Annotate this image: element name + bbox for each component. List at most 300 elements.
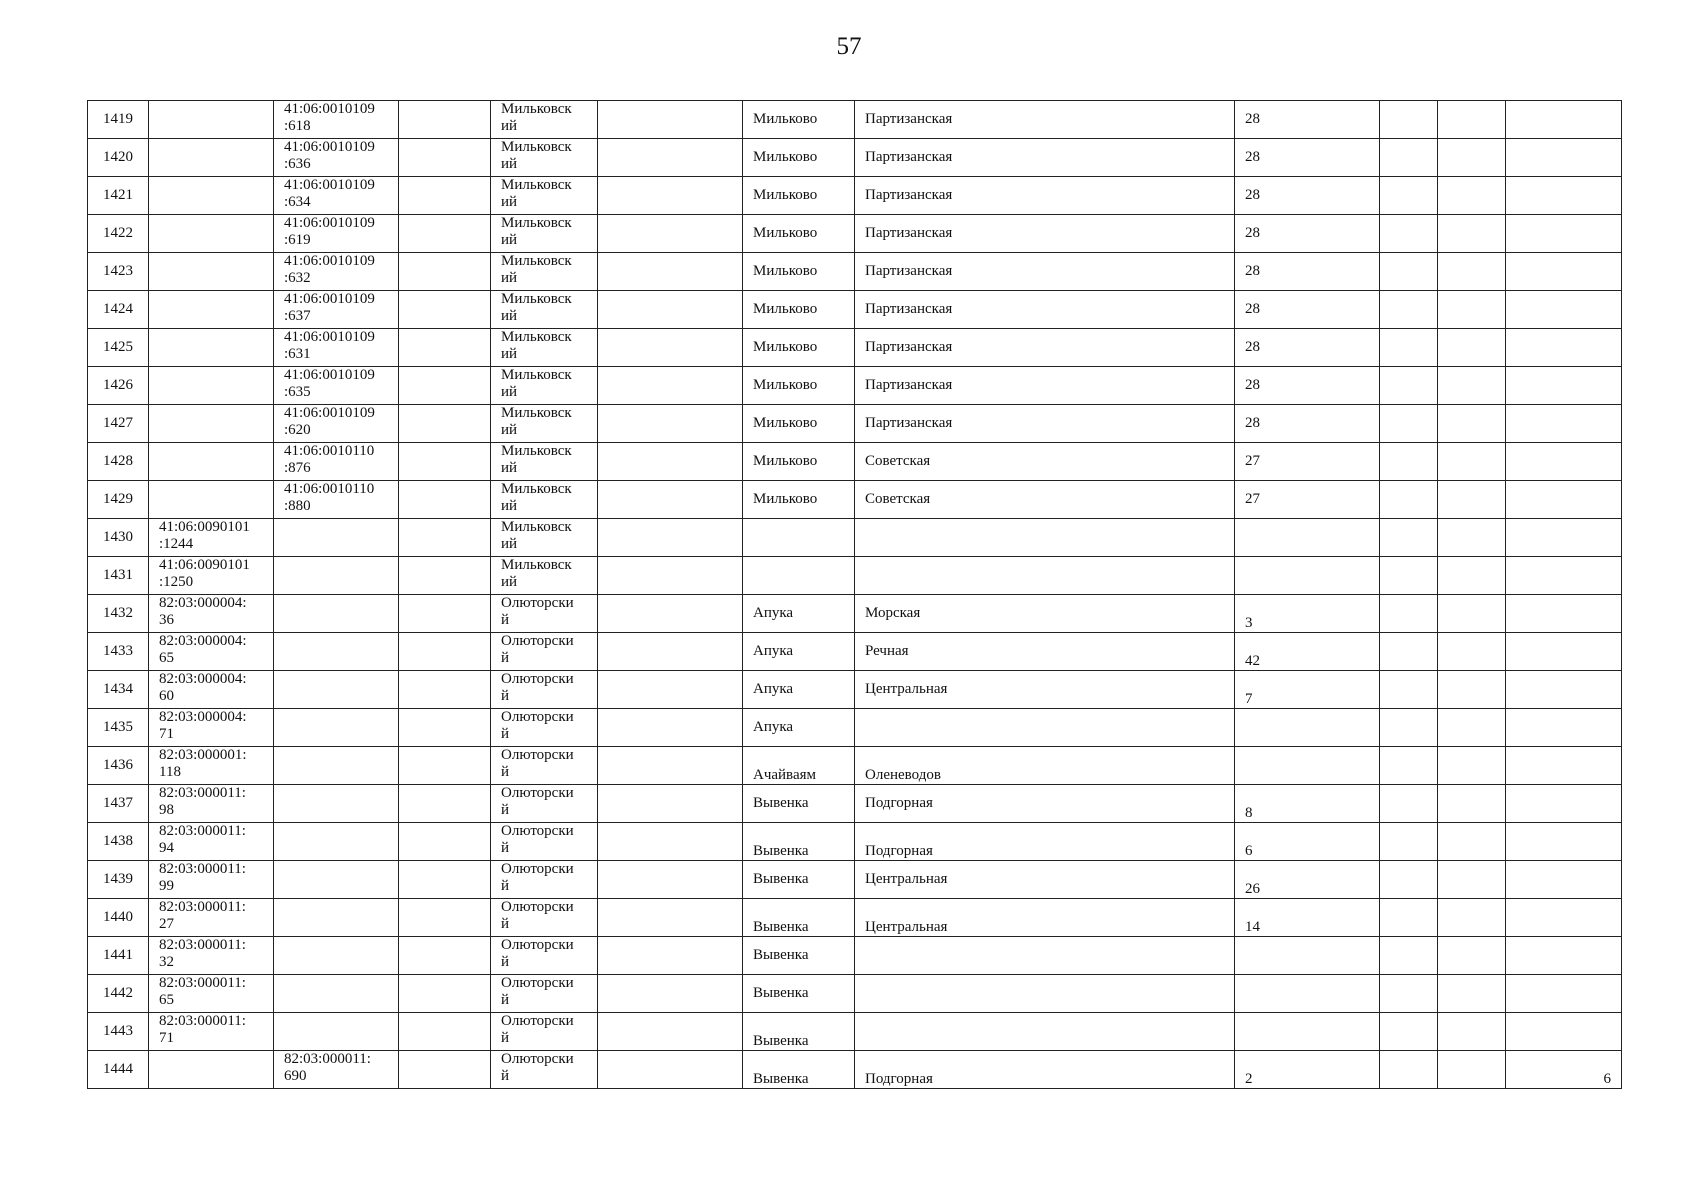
cadastral-number-cell: 41:06:0090101 :1244: [149, 519, 274, 557]
house-number-cell: 28: [1235, 329, 1380, 367]
house-number-cell: 14: [1235, 899, 1380, 937]
last-value-cell: [1506, 709, 1622, 747]
table-row: [88, 975, 1622, 1013]
empty-cell: [598, 633, 743, 671]
empty-cell: [1380, 481, 1438, 519]
last-value-cell: [1506, 785, 1622, 823]
empty-cell: [1380, 557, 1438, 595]
empty-cell: [1438, 671, 1506, 709]
empty-cell: [1438, 557, 1506, 595]
table-row: [88, 1051, 1622, 1089]
house-number-cell: 28: [1235, 253, 1380, 291]
house-number-cell: 26: [1235, 861, 1380, 899]
cadastral-number-cell: [274, 671, 399, 709]
empty-cell: [1380, 443, 1438, 481]
row-number-cell: 1428: [88, 443, 149, 481]
empty-cell: [399, 291, 491, 329]
table-row: [88, 937, 1622, 975]
row-number-cell: 1430: [88, 519, 149, 557]
table-row: [88, 139, 1622, 177]
settlement-cell: Вывенка: [743, 937, 855, 975]
settlement-cell: Мильково: [743, 405, 855, 443]
cadastral-number-cell: [274, 557, 399, 595]
empty-cell: [1438, 405, 1506, 443]
house-number-cell: 8: [1235, 785, 1380, 823]
cadastral-number-cell: [149, 1051, 274, 1089]
table-body: [88, 101, 1622, 1089]
empty-cell: [1438, 747, 1506, 785]
house-number-cell: [1235, 709, 1380, 747]
house-number-cell: 28: [1235, 139, 1380, 177]
district-cell: Мильковск ий: [491, 519, 598, 557]
street-cell: [855, 1013, 1235, 1051]
district-cell: Мильковск ий: [491, 443, 598, 481]
empty-cell: [1380, 291, 1438, 329]
empty-cell: [1438, 291, 1506, 329]
empty-cell: [399, 899, 491, 937]
empty-cell: [399, 709, 491, 747]
district-cell: Мильковск ий: [491, 215, 598, 253]
empty-cell: [598, 899, 743, 937]
empty-cell: [399, 405, 491, 443]
street-cell: Партизанская: [855, 329, 1235, 367]
cadastral-number-cell: 82:03:000011: 99: [149, 861, 274, 899]
district-cell: Олюторски й: [491, 1013, 598, 1051]
empty-cell: [598, 329, 743, 367]
empty-cell: [1380, 747, 1438, 785]
cadastral-number-cell: [274, 633, 399, 671]
table-row: [88, 101, 1622, 139]
house-number-cell: [1235, 937, 1380, 975]
empty-cell: [399, 1051, 491, 1089]
last-value-cell: [1506, 671, 1622, 709]
empty-cell: [399, 1013, 491, 1051]
row-number-cell: 1439: [88, 861, 149, 899]
street-cell: Морская: [855, 595, 1235, 633]
empty-cell: [399, 557, 491, 595]
row-number-cell: 1429: [88, 481, 149, 519]
street-cell: Центральная: [855, 861, 1235, 899]
cadastral-number-cell: [274, 709, 399, 747]
empty-cell: [399, 329, 491, 367]
house-number-cell: 2: [1235, 1051, 1380, 1089]
cadastral-number-cell: [274, 861, 399, 899]
house-number-cell: 28: [1235, 291, 1380, 329]
empty-cell: [598, 709, 743, 747]
row-number-cell: 1442: [88, 975, 149, 1013]
settlement-cell: Мильково: [743, 215, 855, 253]
house-number-cell: [1235, 975, 1380, 1013]
table-row: [88, 291, 1622, 329]
table-row: [88, 253, 1622, 291]
cadastral-number-cell: 41:06:0090101 :1250: [149, 557, 274, 595]
district-cell: Олюторски й: [491, 785, 598, 823]
empty-cell: [399, 367, 491, 405]
cadastral-number-cell: [149, 405, 274, 443]
empty-cell: [1380, 101, 1438, 139]
table-row: [88, 595, 1622, 633]
district-cell: Мильковск ий: [491, 367, 598, 405]
empty-cell: [598, 785, 743, 823]
house-number-cell: [1235, 1013, 1380, 1051]
empty-cell: [1438, 329, 1506, 367]
street-cell: Партизанская: [855, 367, 1235, 405]
cadastral-number-cell: [149, 253, 274, 291]
last-value-cell: [1506, 177, 1622, 215]
empty-cell: [399, 975, 491, 1013]
cadastral-number-cell: 41:06:0010109 :635: [274, 367, 399, 405]
house-number-cell: 28: [1235, 177, 1380, 215]
empty-cell: [1380, 595, 1438, 633]
empty-cell: [1438, 101, 1506, 139]
cadastral-number-cell: 41:06:0010109 :631: [274, 329, 399, 367]
cadastral-number-cell: [274, 595, 399, 633]
empty-cell: [598, 1013, 743, 1051]
row-number-cell: 1423: [88, 253, 149, 291]
cadastral-number-cell: 82:03:000011: 94: [149, 823, 274, 861]
empty-cell: [598, 101, 743, 139]
house-number-cell: 27: [1235, 443, 1380, 481]
last-value-cell: [1506, 823, 1622, 861]
row-number-cell: 1421: [88, 177, 149, 215]
district-cell: Олюторски й: [491, 975, 598, 1013]
table-row: [88, 367, 1622, 405]
empty-cell: [399, 253, 491, 291]
district-cell: Мильковск ий: [491, 557, 598, 595]
empty-cell: [598, 861, 743, 899]
last-value-cell: [1506, 861, 1622, 899]
empty-cell: [1438, 633, 1506, 671]
row-number-cell: 1427: [88, 405, 149, 443]
empty-cell: [1438, 1013, 1506, 1051]
empty-cell: [598, 405, 743, 443]
empty-cell: [598, 215, 743, 253]
last-value-cell: [1506, 367, 1622, 405]
district-cell: Мильковск ий: [491, 139, 598, 177]
last-value-cell: [1506, 519, 1622, 557]
house-number-cell: 42: [1235, 633, 1380, 671]
empty-cell: [399, 481, 491, 519]
cadastral-number-cell: [149, 291, 274, 329]
empty-cell: [1380, 1013, 1438, 1051]
street-cell: Советская: [855, 481, 1235, 519]
empty-cell: [1380, 519, 1438, 557]
street-cell: Центральная: [855, 671, 1235, 709]
cadastral-number-cell: [149, 329, 274, 367]
settlement-cell: Вывенка: [743, 975, 855, 1013]
cadastral-number-cell: 82:03:000011: 98: [149, 785, 274, 823]
table-row: [88, 671, 1622, 709]
row-number-cell: 1420: [88, 139, 149, 177]
settlement-cell: Мильково: [743, 101, 855, 139]
empty-cell: [1380, 177, 1438, 215]
cadastral-number-cell: [274, 937, 399, 975]
empty-cell: [1380, 861, 1438, 899]
row-number-cell: 1419: [88, 101, 149, 139]
empty-cell: [1380, 709, 1438, 747]
street-cell: Подгорная: [855, 1051, 1235, 1089]
district-cell: Мильковск ий: [491, 291, 598, 329]
settlement-cell: Вывенка: [743, 861, 855, 899]
settlement-cell: Вывенка: [743, 823, 855, 861]
street-cell: Подгорная: [855, 823, 1235, 861]
district-cell: Олюторски й: [491, 671, 598, 709]
empty-cell: [598, 481, 743, 519]
empty-cell: [598, 291, 743, 329]
street-cell: Оленеводов: [855, 747, 1235, 785]
empty-cell: [598, 1051, 743, 1089]
empty-cell: [1438, 785, 1506, 823]
district-cell: Мильковск ий: [491, 329, 598, 367]
table-row: [88, 709, 1622, 747]
empty-cell: [1438, 177, 1506, 215]
district-cell: Олюторски й: [491, 595, 598, 633]
cadastral-number-cell: 82:03:000011: 690: [274, 1051, 399, 1089]
empty-cell: [1380, 823, 1438, 861]
last-value-cell: [1506, 291, 1622, 329]
district-cell: Олюторски й: [491, 633, 598, 671]
house-number-cell: [1235, 519, 1380, 557]
row-number-cell: 1435: [88, 709, 149, 747]
cadastral-number-cell: 82:03:000004: 71: [149, 709, 274, 747]
house-number-cell: 28: [1235, 101, 1380, 139]
empty-cell: [598, 519, 743, 557]
street-cell: Партизанская: [855, 253, 1235, 291]
cadastral-number-cell: [149, 367, 274, 405]
empty-cell: [1380, 671, 1438, 709]
cadastral-number-cell: 82:03:000004: 65: [149, 633, 274, 671]
empty-cell: [399, 215, 491, 253]
row-number-cell: 1437: [88, 785, 149, 823]
settlement-cell: Вывенка: [743, 1051, 855, 1089]
empty-cell: [1380, 253, 1438, 291]
cadastral-number-cell: 41:06:0010110 :876: [274, 443, 399, 481]
empty-cell: [1438, 367, 1506, 405]
cadastral-number-cell: [274, 899, 399, 937]
empty-cell: [1380, 329, 1438, 367]
house-number-cell: 6: [1235, 823, 1380, 861]
empty-cell: [1380, 975, 1438, 1013]
empty-cell: [1438, 709, 1506, 747]
last-value-cell: [1506, 139, 1622, 177]
empty-cell: [1380, 215, 1438, 253]
cadastral-number-cell: [149, 139, 274, 177]
last-value-cell: [1506, 899, 1622, 937]
empty-cell: [399, 937, 491, 975]
cadastral-number-cell: 82:03:000011: 65: [149, 975, 274, 1013]
cadastral-number-cell: [149, 481, 274, 519]
empty-cell: [1438, 823, 1506, 861]
empty-cell: [399, 443, 491, 481]
empty-cell: [399, 633, 491, 671]
table-row: [88, 861, 1622, 899]
last-value-cell: [1506, 481, 1622, 519]
empty-cell: [598, 253, 743, 291]
district-cell: Олюторски й: [491, 937, 598, 975]
empty-cell: [1438, 937, 1506, 975]
settlement-cell: Вывенка: [743, 785, 855, 823]
district-cell: Олюторски й: [491, 899, 598, 937]
district-cell: Мильковск ий: [491, 177, 598, 215]
last-value-cell: [1506, 557, 1622, 595]
empty-cell: [399, 177, 491, 215]
house-number-cell: 7: [1235, 671, 1380, 709]
settlement-cell: [743, 519, 855, 557]
last-value-cell: [1506, 1013, 1622, 1051]
table-row: [88, 899, 1622, 937]
settlement-cell: Ачайваям: [743, 747, 855, 785]
table-row: [88, 177, 1622, 215]
settlement-cell: Мильково: [743, 291, 855, 329]
district-cell: Мильковск ий: [491, 101, 598, 139]
empty-cell: [399, 595, 491, 633]
last-value-cell: 6: [1506, 1051, 1622, 1089]
street-cell: [855, 557, 1235, 595]
empty-cell: [598, 177, 743, 215]
row-number-cell: 1424: [88, 291, 149, 329]
district-cell: Мильковск ий: [491, 253, 598, 291]
table-row: [88, 405, 1622, 443]
empty-cell: [399, 519, 491, 557]
empty-cell: [1438, 899, 1506, 937]
table-row: [88, 519, 1622, 557]
table-row: [88, 215, 1622, 253]
house-number-cell: [1235, 747, 1380, 785]
empty-cell: [399, 139, 491, 177]
empty-cell: [1438, 481, 1506, 519]
settlement-cell: Апука: [743, 709, 855, 747]
cadastral-number-cell: 41:06:0010109 :634: [274, 177, 399, 215]
registry-table: [87, 100, 1622, 1089]
settlement-cell: Мильково: [743, 177, 855, 215]
last-value-cell: [1506, 747, 1622, 785]
row-number-cell: 1440: [88, 899, 149, 937]
last-value-cell: [1506, 215, 1622, 253]
street-cell: Партизанская: [855, 177, 1235, 215]
settlement-cell: Мильково: [743, 329, 855, 367]
cadastral-number-cell: 41:06:0010109 :636: [274, 139, 399, 177]
empty-cell: [598, 557, 743, 595]
street-cell: Партизанская: [855, 215, 1235, 253]
empty-cell: [1380, 367, 1438, 405]
row-number-cell: 1436: [88, 747, 149, 785]
last-value-cell: [1506, 975, 1622, 1013]
street-cell: Подгорная: [855, 785, 1235, 823]
cadastral-number-cell: 41:06:0010109 :637: [274, 291, 399, 329]
empty-cell: [399, 823, 491, 861]
empty-cell: [598, 443, 743, 481]
last-value-cell: [1506, 443, 1622, 481]
cadastral-number-cell: 82:03:000011: 27: [149, 899, 274, 937]
table-row: [88, 633, 1622, 671]
district-cell: Олюторски й: [491, 861, 598, 899]
empty-cell: [1380, 139, 1438, 177]
row-number-cell: 1443: [88, 1013, 149, 1051]
empty-cell: [598, 671, 743, 709]
street-cell: [855, 519, 1235, 557]
cadastral-number-cell: [274, 1013, 399, 1051]
cadastral-number-cell: 41:06:0010110 :880: [274, 481, 399, 519]
empty-cell: [399, 671, 491, 709]
cadastral-number-cell: [274, 747, 399, 785]
settlement-cell: Мильково: [743, 481, 855, 519]
empty-cell: [1380, 405, 1438, 443]
last-value-cell: [1506, 937, 1622, 975]
street-cell: Партизанская: [855, 101, 1235, 139]
empty-cell: [1380, 633, 1438, 671]
row-number-cell: 1432: [88, 595, 149, 633]
street-cell: [855, 975, 1235, 1013]
empty-cell: [598, 975, 743, 1013]
street-cell: Партизанская: [855, 405, 1235, 443]
settlement-cell: Мильково: [743, 139, 855, 177]
house-number-cell: [1235, 557, 1380, 595]
street-cell: Партизанская: [855, 139, 1235, 177]
settlement-cell: Мильково: [743, 253, 855, 291]
cadastral-number-cell: [274, 785, 399, 823]
street-cell: [855, 709, 1235, 747]
table-row: [88, 557, 1622, 595]
district-cell: Мильковск ий: [491, 481, 598, 519]
table-row: [88, 785, 1622, 823]
house-number-cell: 28: [1235, 215, 1380, 253]
empty-cell: [598, 937, 743, 975]
street-cell: Советская: [855, 443, 1235, 481]
settlement-cell: Вывенка: [743, 899, 855, 937]
page-number: 57: [836, 33, 862, 60]
empty-cell: [1438, 1051, 1506, 1089]
settlement-cell: [743, 557, 855, 595]
last-value-cell: [1506, 595, 1622, 633]
street-cell: Речная: [855, 633, 1235, 671]
cadastral-number-cell: 82:03:000004: 36: [149, 595, 274, 633]
table-row: [88, 1013, 1622, 1051]
cadastral-number-cell: [149, 101, 274, 139]
table-row: [88, 747, 1622, 785]
street-cell: Центральная: [855, 899, 1235, 937]
empty-cell: [1380, 1051, 1438, 1089]
empty-cell: [1438, 975, 1506, 1013]
cadastral-number-cell: 82:03:000011: 32: [149, 937, 274, 975]
empty-cell: [399, 861, 491, 899]
house-number-cell: 28: [1235, 405, 1380, 443]
row-number-cell: 1426: [88, 367, 149, 405]
house-number-cell: 28: [1235, 367, 1380, 405]
empty-cell: [1438, 253, 1506, 291]
cadastral-number-cell: 82:03:000011: 71: [149, 1013, 274, 1051]
empty-cell: [1438, 443, 1506, 481]
empty-cell: [399, 101, 491, 139]
table-row: [88, 443, 1622, 481]
cadastral-number-cell: [274, 519, 399, 557]
empty-cell: [1438, 861, 1506, 899]
empty-cell: [399, 785, 491, 823]
empty-cell: [1380, 899, 1438, 937]
cadastral-number-cell: [274, 975, 399, 1013]
cadastral-number-cell: 41:06:0010109 :632: [274, 253, 399, 291]
house-number-cell: 3: [1235, 595, 1380, 633]
cadastral-number-cell: [274, 823, 399, 861]
cadastral-number-cell: [149, 215, 274, 253]
last-value-cell: [1506, 101, 1622, 139]
empty-cell: [1438, 215, 1506, 253]
district-cell: Мильковск ий: [491, 405, 598, 443]
settlement-cell: Мильково: [743, 367, 855, 405]
empty-cell: [399, 747, 491, 785]
district-cell: Олюторски й: [491, 823, 598, 861]
row-number-cell: 1433: [88, 633, 149, 671]
settlement-cell: Мильково: [743, 443, 855, 481]
